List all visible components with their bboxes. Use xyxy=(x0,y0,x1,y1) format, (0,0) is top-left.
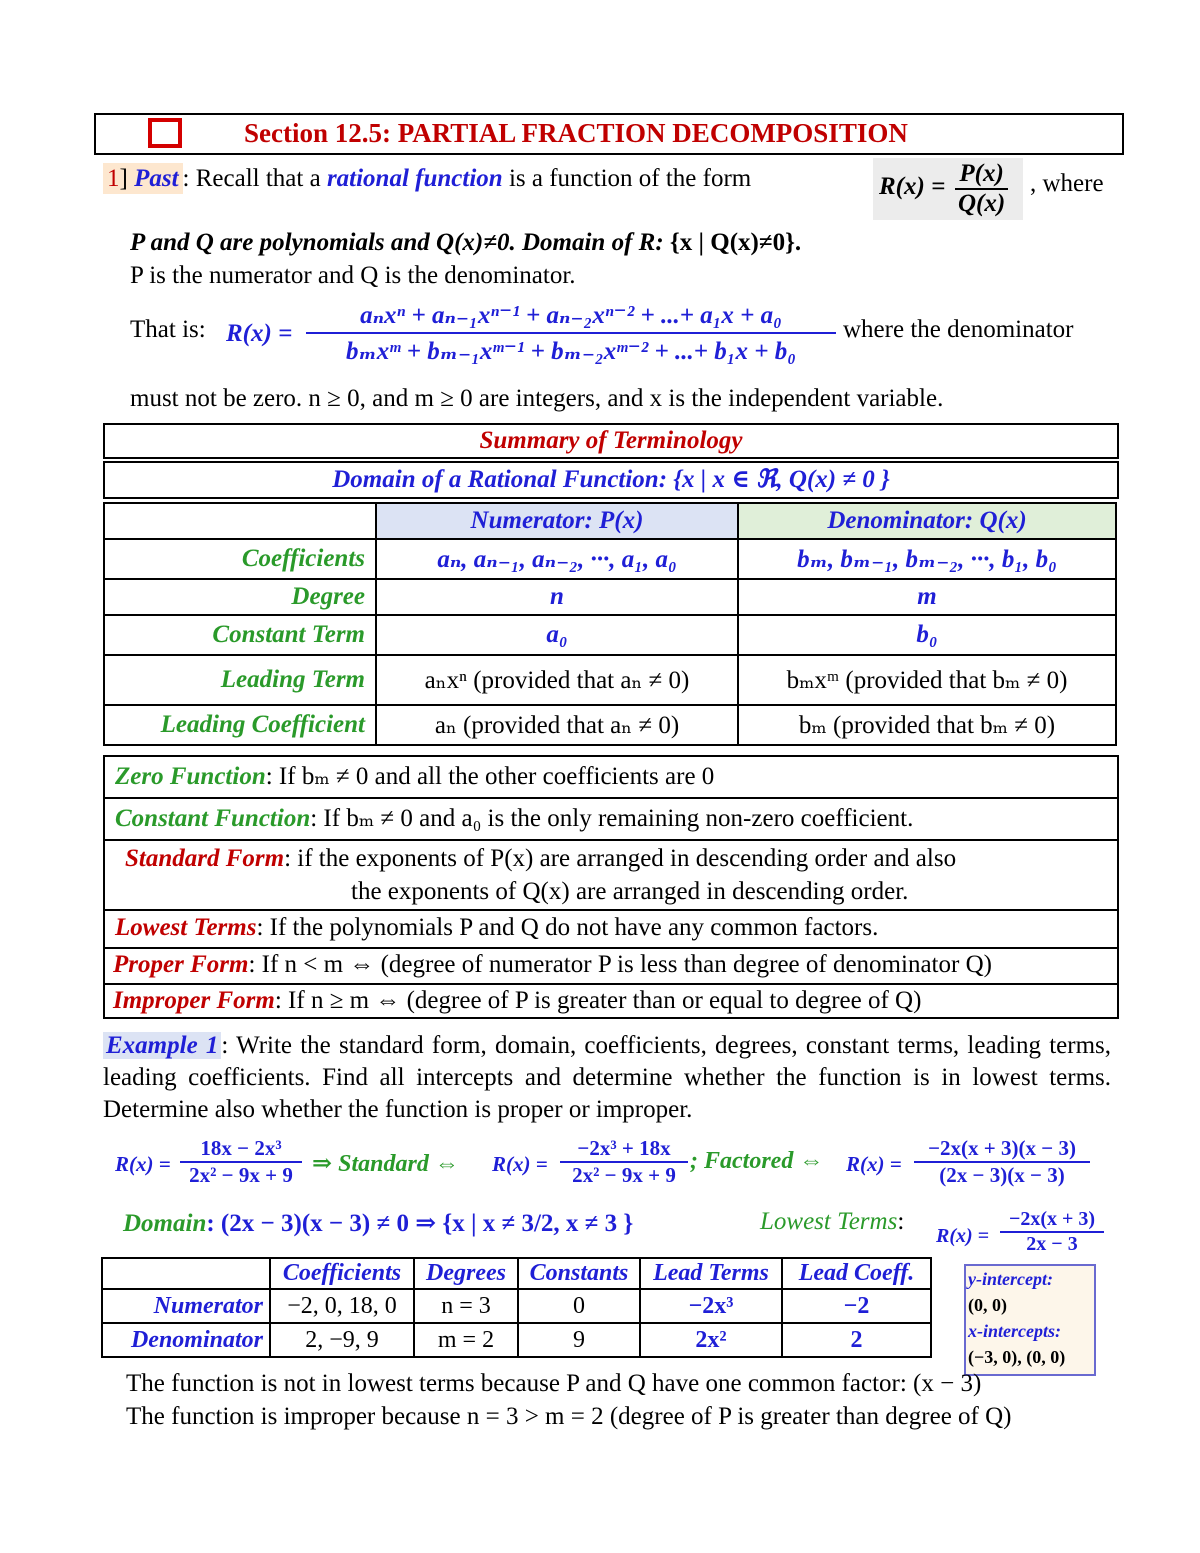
example-table xyxy=(101,1257,932,1358)
def-constant xyxy=(115,803,913,833)
rational-function-term: rational function xyxy=(326,165,503,192)
zero-function-text: : If bₘ ≠ 0 and all the other coefficients are 0 xyxy=(265,763,715,790)
example-lowest xyxy=(760,1208,904,1236)
domain-of-r-set: {x | Q(x)≠0}. xyxy=(669,229,802,256)
row-num-value: a₀ xyxy=(376,615,738,655)
row-label: Numerator xyxy=(102,1289,270,1323)
corner-cell xyxy=(104,503,376,539)
r3-fraction xyxy=(914,1136,1090,1188)
col-header: Lead Terms xyxy=(640,1258,782,1289)
definitions-box xyxy=(103,755,1119,1019)
example-domain-label: Domain xyxy=(123,1210,207,1237)
example-paragraph xyxy=(103,1030,1111,1126)
example-text: : Write the standard form, domain, coefficients, degrees, constant terms, leading terms, leading coefficients. Find all intercepts and determine whether the function is in lowest terms. Determine also whether the function is proper or improper. xyxy=(103,1032,1111,1123)
r4-numerator: −2x(x + 3) xyxy=(1000,1208,1104,1233)
divider xyxy=(105,947,1117,949)
title-bar xyxy=(94,113,1124,155)
lowest-terms-text: : If the polynomials P and Q do not have any common factors. xyxy=(256,914,879,941)
row-num-value: n xyxy=(376,579,738,615)
row-label: Denominator xyxy=(102,1323,270,1357)
col-header: Lead Coeff. xyxy=(782,1258,931,1289)
corner-cell xyxy=(102,1258,270,1289)
row-den-value: b₀ xyxy=(738,615,1116,655)
r1-numerator: 18x − 2x³ xyxy=(180,1136,302,1163)
r-definition-box xyxy=(873,158,1023,220)
r-numerator: P(x) xyxy=(955,160,1008,190)
divider xyxy=(105,909,1117,911)
row-cell: m = 2 xyxy=(414,1323,518,1357)
r2-lhs: R(x) = xyxy=(492,1152,548,1176)
summary-domain-row xyxy=(103,461,1119,499)
row-label: Constant Term xyxy=(104,615,376,655)
r3-numerator: −2x(x + 3)(x − 3) xyxy=(914,1136,1090,1163)
def-standard xyxy=(125,845,956,873)
intercepts-box xyxy=(964,1264,1096,1376)
x-intercepts-label: x-intercepts: xyxy=(968,1321,1061,1341)
standard-form-label: Standard Form xyxy=(125,845,285,872)
constant-function-text: : If bₘ ≠ 0 and a₀ is the only remaining non-zero coefficient. xyxy=(310,805,914,832)
conclusion-lowest-terms: The function is not in lowest terms because P and Q have one common factor: (x − 3) xyxy=(126,1370,982,1397)
checkbox-icon[interactable] xyxy=(148,118,182,148)
def-lowest xyxy=(115,914,878,942)
col-numerator-header: Numerator: P(x) xyxy=(376,503,738,539)
col-header: Constants xyxy=(518,1258,640,1289)
standard-form-text-1: : if the exponents of P(x) are arranged in descending order and also xyxy=(284,845,957,872)
standard-arrow-label: ⇒ Standard ⇔ xyxy=(312,1151,459,1177)
past-intro: Recall that a xyxy=(195,165,321,192)
table-row xyxy=(104,705,1116,745)
summary-title-text: Summary of Terminology xyxy=(479,427,743,454)
domain-of-r-label: Domain of R: xyxy=(521,229,664,256)
col-denominator-header: Denominator: Q(x) xyxy=(738,503,1116,539)
row-label: Degree xyxy=(104,579,376,615)
row-label: Coefficients xyxy=(104,539,376,579)
row-cell: −2x³ xyxy=(640,1289,782,1323)
row-den-value: bₘxᵐ (provided that bₘ ≠ 0) xyxy=(738,655,1116,705)
table-row xyxy=(102,1289,931,1323)
row-cell: 2, −9, 9 xyxy=(270,1323,414,1357)
summary-domain-text: Domain of a Rational Function: {x | x ∈ ℜ, Q(x) ≠ 0 } xyxy=(332,466,890,493)
example-lowest-colon: : xyxy=(897,1208,905,1235)
row-num-value: aₙ (provided that aₙ ≠ 0) xyxy=(376,705,738,745)
y-intercept-label: y-intercept: xyxy=(968,1269,1053,1289)
row-cell: −2 xyxy=(782,1289,931,1323)
general-numerator: aₙxⁿ + aₙ₋₁xⁿ⁻¹ + aₙ₋₂xⁿ⁻² + ...+ a₁x + a₀ xyxy=(306,300,836,334)
y-intercept-value: (0, 0) xyxy=(968,1295,1007,1315)
row-den-value: bₘ (provided that bₘ ≠ 0) xyxy=(738,705,1116,745)
standard-form-text-2: the exponents of Q(x) are arranged in descending order. xyxy=(351,878,909,905)
constant-function-label: Constant Function xyxy=(115,805,311,832)
r4-lhs: R(x) = xyxy=(936,1225,990,1247)
terminology-table xyxy=(103,502,1117,746)
divider xyxy=(105,983,1117,985)
row-den-value: m xyxy=(738,579,1116,615)
past-line-2 xyxy=(130,229,801,257)
past-is-form: is a function of the form xyxy=(508,165,752,192)
past-label-box: 1] Past xyxy=(103,163,183,194)
col-header: Coefficients xyxy=(270,1258,414,1289)
where-denominator-text: where the denominator xyxy=(843,316,1074,343)
improper-form-text: : If n ≥ m ⇔ (degree of P is greater than or equal to degree of Q) xyxy=(274,987,922,1014)
proper-form-text: : If n < m ⇔ (degree of numerator P is less than degree of denominator Q) xyxy=(248,951,992,978)
r3-lhs: R(x) = xyxy=(846,1152,902,1176)
x-intercepts-value: (−3, 0), (0, 0) xyxy=(968,1347,1066,1367)
def-zero xyxy=(115,761,714,791)
example-domain-text: : (2x − 3)(x − 3) ≠ 0 ⇒ {x | x ≠ 3/2, x ≠ 3 } xyxy=(206,1210,634,1237)
past-line-5: must not be zero. n ≥ 0, and m ≥ 0 are integers, and x is the independent variable. xyxy=(130,385,944,412)
row-num-value: aₙxⁿ (provided that aₙ ≠ 0) xyxy=(376,655,738,705)
row-cell: 2x² xyxy=(640,1323,782,1357)
pq-polynomials: P and Q are polynomials and Q(x)≠0. xyxy=(130,229,516,256)
past-line-3: P is the numerator and Q is the denominator. xyxy=(130,262,576,289)
table-row xyxy=(104,655,1116,705)
r-lhs: R(x) = xyxy=(879,173,946,200)
example-header-row xyxy=(102,1258,931,1289)
r1-lhs: R(x) = xyxy=(115,1152,171,1176)
table-row xyxy=(104,539,1116,579)
where-text: , where xyxy=(1030,170,1104,197)
r1-denominator: 2x² − 9x + 9 xyxy=(189,1163,293,1187)
example-label: Example 1 xyxy=(103,1032,221,1059)
r2-fraction xyxy=(560,1136,688,1188)
r4-denominator: 2x − 3 xyxy=(1026,1233,1078,1255)
that-is-label: That is: xyxy=(130,316,206,343)
row-cell: −2, 0, 18, 0 xyxy=(270,1289,414,1323)
zero-function-label: Zero Function xyxy=(115,763,266,790)
divider xyxy=(105,839,1117,841)
r4-fraction xyxy=(1000,1208,1104,1256)
table-row xyxy=(102,1323,931,1357)
past-label: Past xyxy=(134,165,179,192)
row-cell: n = 3 xyxy=(414,1289,518,1323)
factored-arrow-label: ; Factored ⇔ xyxy=(690,1148,824,1174)
table-row xyxy=(104,615,1116,655)
conclusion-improper: The function is improper because n = 3 > m = 2 (degree of P is greater than degree of Q) xyxy=(126,1403,1012,1430)
table-row xyxy=(104,579,1116,615)
r-fraction xyxy=(955,160,1008,218)
r1-fraction xyxy=(180,1136,302,1188)
def-proper xyxy=(113,951,992,979)
past-number: 1 xyxy=(107,165,120,192)
page-title: Section 12.5: PARTIAL FRACTION DECOMPOSITION xyxy=(244,118,908,148)
col-header: Degrees xyxy=(414,1258,518,1289)
divider xyxy=(105,797,1117,799)
general-denominator: bₘxᵐ + bₘ₋₁xᵐ⁻¹ + bₘ₋₂xᵐ⁻² + ...+ b₁x + b₀ xyxy=(346,338,796,365)
row-label: Leading Coefficient xyxy=(104,705,376,745)
past-line-1: 1] Past : Recall that a rational function is a function of the form xyxy=(103,165,751,193)
def-improper xyxy=(113,987,921,1015)
r-denominator: Q(x) xyxy=(958,190,1006,217)
summary-title xyxy=(103,423,1119,459)
r3-denominator: (2x − 3)(x − 3) xyxy=(939,1163,1065,1187)
row-num-value: aₙ, aₙ₋₁, aₙ₋₂, ···, a₁, a₀ xyxy=(376,539,738,579)
row-cell: 2 xyxy=(782,1323,931,1357)
row-cell: 9 xyxy=(518,1323,640,1357)
proper-form-label: Proper Form xyxy=(113,951,249,978)
r2-denominator: 2x² − 9x + 9 xyxy=(572,1163,676,1187)
example-lowest-label: Lowest Terms xyxy=(760,1208,898,1235)
row-label: Leading Term xyxy=(104,655,376,705)
general-fraction xyxy=(306,300,836,366)
general-r-lhs: R(x) = xyxy=(226,320,293,347)
improper-form-label: Improper Form xyxy=(113,987,275,1014)
example-domain xyxy=(123,1208,633,1238)
terminology-header-row xyxy=(104,503,1116,539)
row-den-value: bₘ, bₘ₋₁, bₘ₋₂, ···, b₁, b₀ xyxy=(738,539,1116,579)
row-cell: 0 xyxy=(518,1289,640,1323)
lowest-terms-label: Lowest Terms xyxy=(115,914,257,941)
r2-numerator: −2x³ + 18x xyxy=(560,1136,688,1163)
